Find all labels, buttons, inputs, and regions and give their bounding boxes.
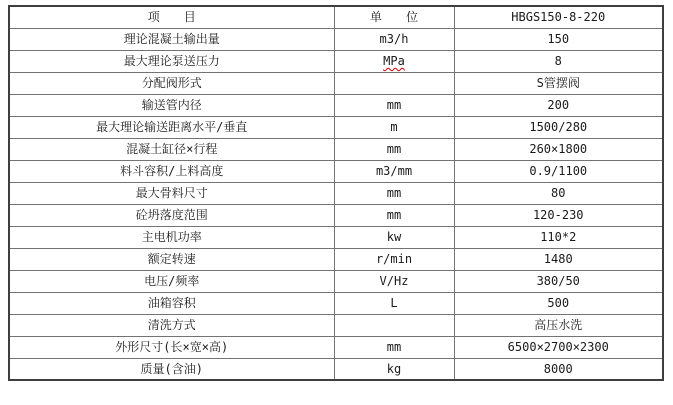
item-cell: 砼坍落度范围 xyxy=(9,204,334,226)
item-cell: 质量(含油) xyxy=(9,358,334,380)
unit-cell: m3/h xyxy=(334,28,454,50)
unit-cell xyxy=(334,314,454,336)
value-cell: 150 xyxy=(454,28,663,50)
item-cell: 油箱容积 xyxy=(9,292,334,314)
table-row xyxy=(9,160,663,182)
unit-cell: mm xyxy=(334,138,454,160)
item-cell: 料斗容积/上料高度 xyxy=(9,160,334,182)
value-cell: 200 xyxy=(454,94,663,116)
unit-cell: mm xyxy=(334,182,454,204)
unit-cell: mm xyxy=(334,94,454,116)
item-cell: 清洗方式 xyxy=(9,314,334,336)
unit-cell: kw xyxy=(334,226,454,248)
unit-cell: L xyxy=(334,292,454,314)
value-cell: 1480 xyxy=(454,248,663,270)
value-cell: 8000 xyxy=(454,358,663,380)
unit-cell: kg xyxy=(334,358,454,380)
item-cell: 主电机功率 xyxy=(9,226,334,248)
table-row xyxy=(9,204,663,226)
table-row xyxy=(9,94,663,116)
value-cell: 110*2 xyxy=(454,226,663,248)
item-cell: 电压/频率 xyxy=(9,270,334,292)
value-cell: 380/50 xyxy=(454,270,663,292)
value-cell: 120-230 xyxy=(454,204,663,226)
item-cell: 输送管内径 xyxy=(9,94,334,116)
item-cell: 最大骨料尺寸 xyxy=(9,182,334,204)
item-cell: 外形尺寸(长×宽×高) xyxy=(9,336,334,358)
col-header-item: 项 目 xyxy=(9,6,334,28)
unit-cell: r/min xyxy=(334,248,454,270)
table-row xyxy=(9,138,663,160)
unit-cell xyxy=(334,50,454,72)
value-cell: 1500/280 xyxy=(454,116,663,138)
unit-cell: mm xyxy=(334,336,454,358)
item-cell: 最大理论输送距离水平/垂直 xyxy=(9,116,334,138)
header-row xyxy=(9,6,663,28)
table-row xyxy=(9,358,663,380)
col-header-unit: 单 位 xyxy=(334,6,454,28)
table-row xyxy=(9,28,663,50)
value-cell: S管摆阀 xyxy=(454,72,663,94)
value-cell: 80 xyxy=(454,182,663,204)
col-header-model: HBGS150-8-220 xyxy=(454,6,663,28)
unit-cell: V/Hz xyxy=(334,270,454,292)
table-row xyxy=(9,270,663,292)
table-row xyxy=(9,248,663,270)
table-row xyxy=(9,116,663,138)
item-cell: 额定转速 xyxy=(9,248,334,270)
spec-table xyxy=(8,5,664,381)
value-cell: 260×1800 xyxy=(454,138,663,160)
item-cell: 理论混凝土输出量 xyxy=(9,28,334,50)
value-cell: 0.9/1100 xyxy=(454,160,663,182)
table-row xyxy=(9,182,663,204)
value-cell: 8 xyxy=(454,50,663,72)
unit-cell: m xyxy=(334,116,454,138)
unit-cell: mm xyxy=(334,204,454,226)
value-cell: 500 xyxy=(454,292,663,314)
unit-cell xyxy=(334,72,454,94)
table-row xyxy=(9,292,663,314)
table-row xyxy=(9,226,663,248)
item-cell: 混凝土缸径×行程 xyxy=(9,138,334,160)
unit-spellcheck-text: MPa xyxy=(383,54,405,68)
item-cell: 最大理论泵送压力 xyxy=(9,50,334,72)
value-cell: 高压水洗 xyxy=(454,314,663,336)
table-row xyxy=(9,336,663,358)
item-cell: 分配阀形式 xyxy=(9,72,334,94)
table-row xyxy=(9,72,663,94)
value-cell: 6500×2700×2300 xyxy=(454,336,663,358)
unit-cell: m3/mm xyxy=(334,160,454,182)
table-row xyxy=(9,50,663,72)
table-row xyxy=(9,314,663,336)
